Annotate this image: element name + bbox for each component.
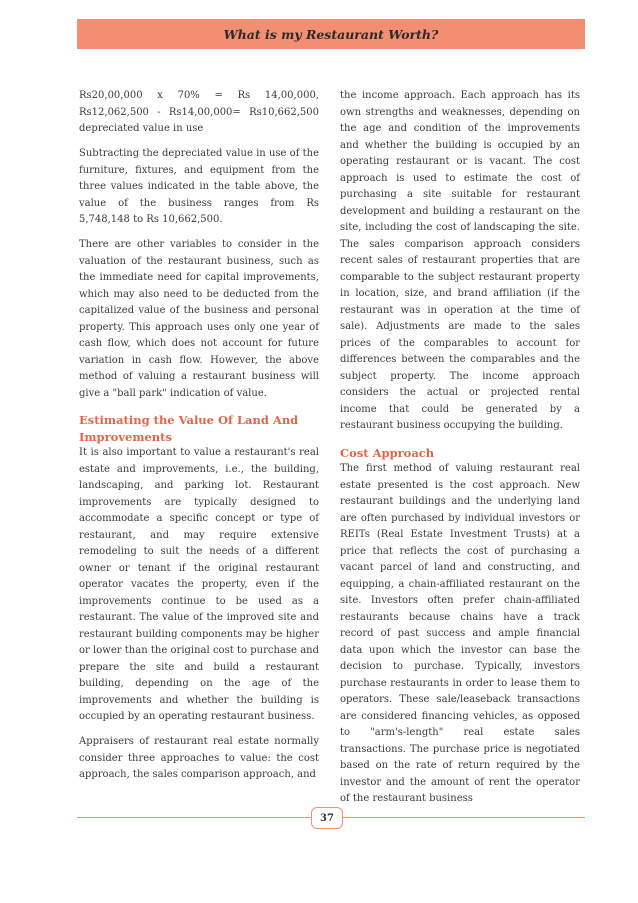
paragraph: Subtracting the depreciated value in use of the furniture, fixtures, and equipment from the three values indicated in the table above, the value of the business ranges from Rs 5,748,148 to Rs 10,662,500.	[79, 148, 319, 225]
left-column	[79, 88, 319, 792]
paragraph: Rs20,00,000 x 70% = Rs 14,00,000, Rs12,062,500 - Rs14,00,000= Rs10,662,500 depreciated value in use	[79, 90, 319, 134]
header-title: What is my Restaurant Worth?	[223, 26, 439, 42]
paragraph: It is also important to value a restaurant's real estate and improvements, i.e., the building, landscaping, and parking lot. Restaurant improvements are typically designed to accommodate a specific concept or type of restaurant, and may require extensive remodeling to suit the needs of a different owner or tenant if the original restaurant operator vacates the property, even if the improvements continue to be used as a restaurant. The value of the improved site and restaurant building components may be higher or lower than the original cost to purchase and prepare the site and build a restaurant building, depending on the age of the improvements and whether the building is occupied by an operating restaurant business.	[79, 447, 319, 722]
right-column	[340, 88, 580, 816]
page-header	[77, 19, 585, 49]
paragraph: the income approach. Each approach has its own strengths and weaknesses, depending on the age and condition of the improvements and whether the building is occupied by an operating restaurant or is vacant. The cost approach is used to estimate the cost of purchasing a site suitable for restaurant development and building a restaurant on the site, including the cost of landscaping the site. The sales comparison approach considers recent sales of restaurant properties that are comparable to the subject restaurant property in location, size, and brand affiliation (if the restaurant was in operation at the time of sale). Adjustments are made to the sales prices of the comparables to account for differences between the comparables and the subject property. The income approach considers the actual or projected rental income that could be generated by a restaurant business occupying the building.	[340, 90, 580, 431]
paragraph: The first method of valuing restaurant real estate presented is the cost approach. New restaurant buildings and the underlying land are often purchased by individual investors or REITs (Real Estate Investment Trusts) at a price that reflects the cost of purchasing a vacant parcel of land and constructing, and equipping, a chain-affiliated restaurant on the site. Investors often prefer chain-affiliated restaurants because chains have a track record of past success and ample financial data upon which the investor can base the decision to purchase. Typically, investors purchase restaurants in order to lease them to operators. These sale/leaseback transactions are considered financing vehicles, as opposed to "arm's-length" real estate sales transactions. The purchase price is negotiated based on the rate of return required by the investor and the amount of rent the operator of the restaurant business	[340, 463, 580, 804]
page-number: 37	[311, 807, 343, 829]
paragraph: There are other variables to consider in the valuation of the restaurant business, such as the immediate need for capital improvements, which may also need to be deducted from the capitalized value of the business and personal property. This approach uses only one year of cash flow, which does not account for future variation in cash flow. However, the above method of valuing a restaurant business will give a "ball park" indication of value.	[79, 239, 319, 399]
section-heading: Cost Approach	[340, 445, 435, 460]
section-heading: Estimating the Value Of Land And Improvements	[79, 413, 299, 444]
paragraph: Appraisers of restaurant real estate normally consider three approaches to value: the cost approach, the sales comparison approach, and	[79, 736, 319, 780]
